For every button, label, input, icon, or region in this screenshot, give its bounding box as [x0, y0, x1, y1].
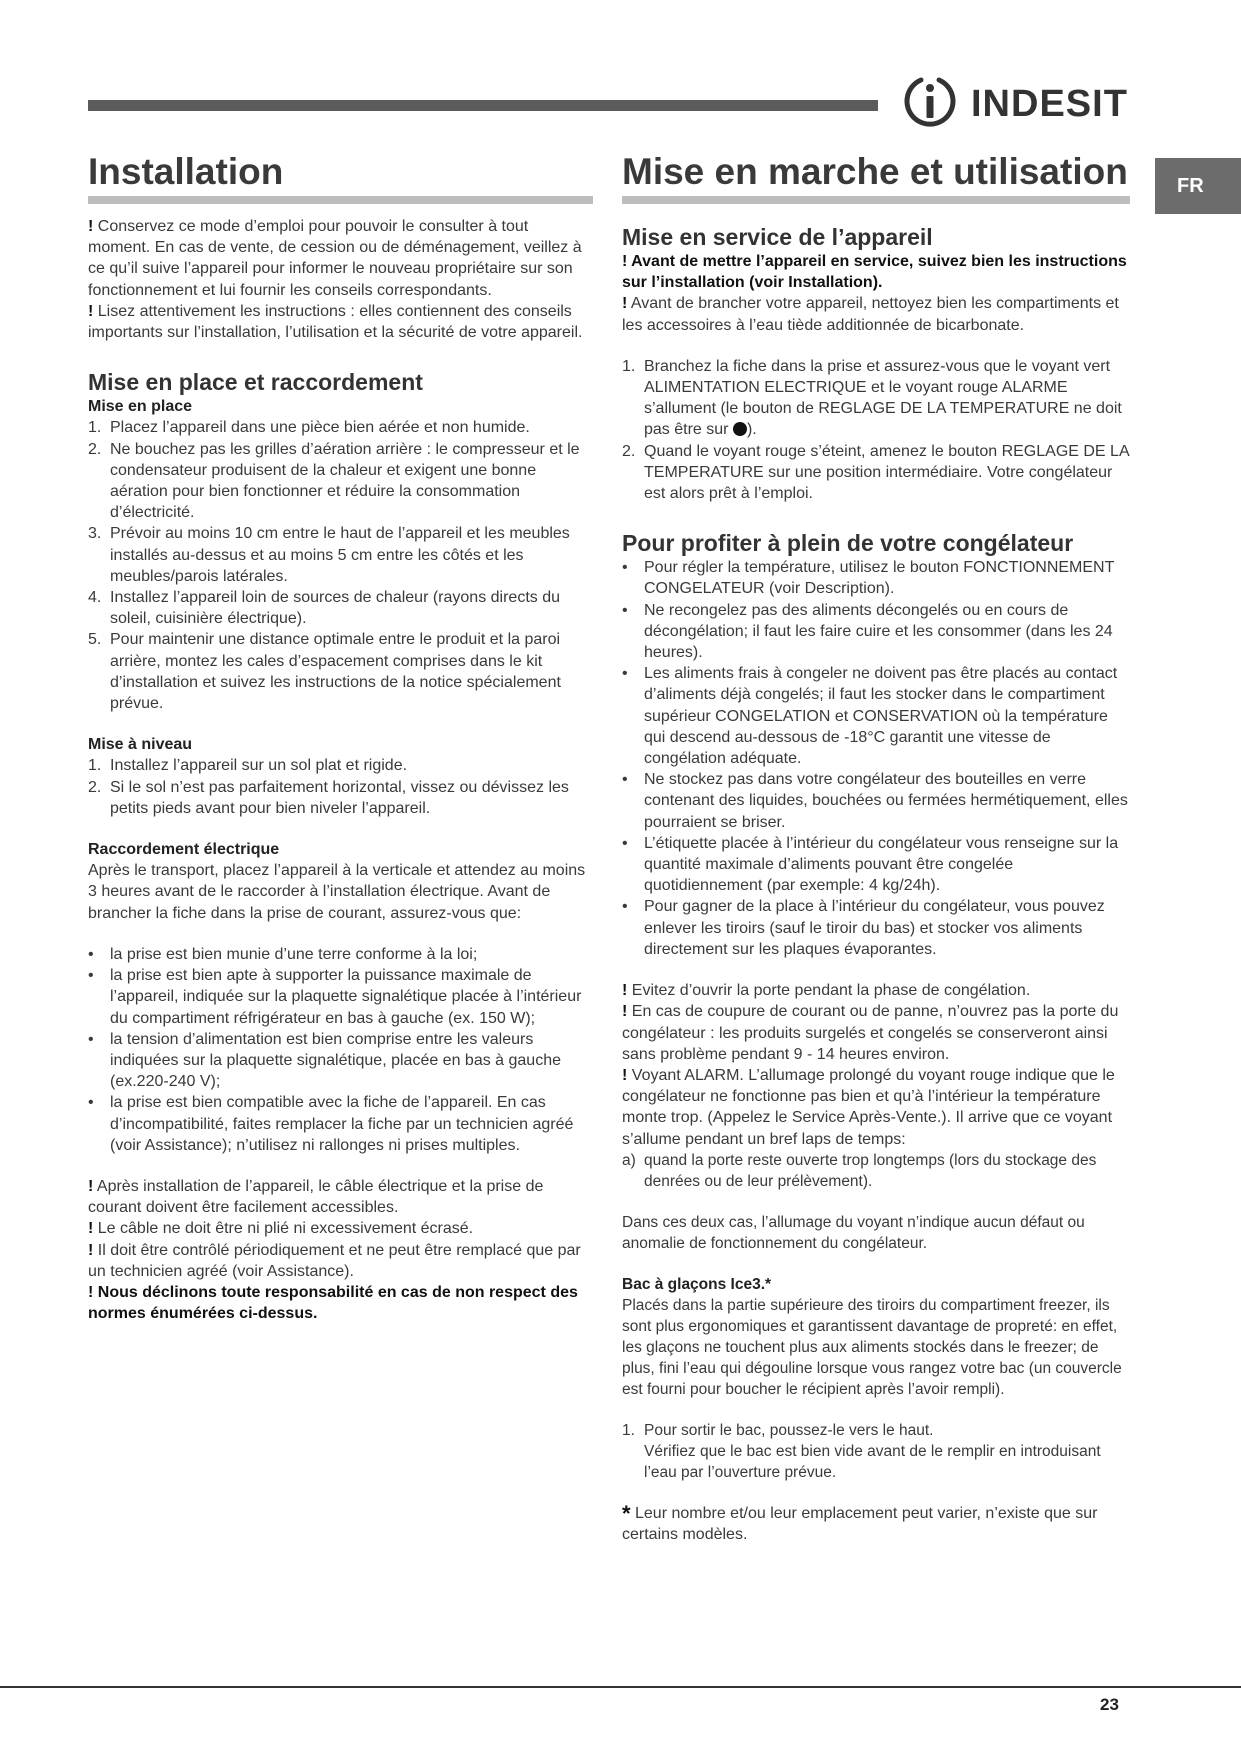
- installation-title: Installation: [88, 150, 593, 204]
- placement-title: Mise en place et raccordement: [88, 369, 423, 396]
- safety-notes: [88, 1176, 593, 1324]
- installation-column: [88, 150, 593, 1324]
- footnote: * Leur nombre et/ou leur emplacement peut varier, n’existe que sur certains modèles.: [622, 1500, 1098, 1544]
- list-item: • Les aliments frais à congeler ne doivent pas être placés au contact d’aliments déjà congelés; il faut les stocker dans le compartiment supérieur CONGELATION et CONSERVATION où la température qui descend au-dessous de -18°C garantit une vitesse de congélation adéquate.: [622, 665, 1118, 768]
- service-text: ! Avant de brancher votre appareil, nettoyez bien les compartiments et les accessoires à l’eau tiède additionnée de bicarbonate.: [622, 295, 1119, 334]
- alarm-item: a) quand la porte reste ouverte trop longtemps (lors du stockage des denrées ou de leur prélèvement).: [622, 1151, 1097, 1190]
- note-paragraph: ! Le câble ne doit être ni plié ni excessivement écrasé.: [88, 1220, 474, 1238]
- intro-paragraph: ! Conservez ce mode d’emploi pour pouvoir le consulter à tout moment. En cas de vente, de cession ou de déménagement, veillez à ce qu’il suive l’appareil pour informer le nouveau propriétaire sur son fonctionnement et lui fournir les conseils correspondants.: [88, 218, 582, 299]
- leveling-title: Mise à niveau: [88, 736, 193, 754]
- list-item: • la prise est bien apte à supporter la puissance maximale de l’appareil, indiquée sur la plaquette signalétique placée à l’intérieur du compartiment réfrigérateur en bas à gauche (ex. 150 W);: [88, 967, 582, 1027]
- list-item: 5. Pour maintenir une distance optimale entre le produit et la paroi arrière, montez les cales d’espacement comprises dans le kit d’installation et suivez les instructions de la notice spécialement prévue.: [88, 631, 561, 713]
- electrical-list: [88, 944, 593, 1156]
- ice-text: Placés dans la partie supérieure des tiroirs du compartiment freezer, ils sont plus ergonomiques et garantissent davantage de propreté: en effet, les glaçons ne touchent plus aux aliments stockés dans le freezer; de plus, fini l’eau qui dégouline lorsque vous rangez votre bac (un couvercle est fourni pour boucher le récipient après l’avoir rempli).: [622, 1296, 1122, 1398]
- note-paragraph: ! Après installation de l’appareil, le câble électrique et la prise de courant doivent être facilement accessibles.: [88, 1177, 544, 1217]
- usage-column: [622, 150, 1130, 1545]
- list-item: • Pour gagner de la place à l’intérieur du congélateur, vous pouvez enlever les tiroirs (sauf le tiroir du bas) et stocker vos aliments directement sur les plaques évaporantes.: [622, 898, 1105, 958]
- list-item: • la prise est bien munie d’une terre conforme à la loi;: [88, 945, 478, 963]
- disclaimer: ! Nous déclinons toute responsabilité en cas de non respect des normes énumérées ci-dessus.: [88, 1283, 578, 1323]
- placement-list: [88, 417, 593, 714]
- leveling-list: [88, 755, 593, 819]
- list-item: 2. Ne bouchez pas les grilles d’aération arrière : le compresseur et le condensateur produisent de la chaleur et exigent une bonne aération pour bien fonctionner et réduire la consommation d’électricité.: [88, 440, 580, 522]
- list-item: 2. Si le sol n’est pas parfaitement horizontal, vissez ou dévissez les petits pieds avant pour bien niveler l’appareil.: [88, 778, 569, 817]
- warning-paragraph: ! Voyant ALARM. L’allumage prolongé du voyant rouge indique que le congélateur ne fonctionne pas bien et qu’à l’intérieur la température monte trop. (Appelez le Service Après-Vente.). Il arrive que ce voyant s’allume pendant un bref laps de temps:: [622, 1066, 1115, 1148]
- placement-subtitle: Mise en place: [88, 398, 193, 416]
- usage-title: Mise en marche et utilisation: [622, 150, 1130, 204]
- header-rule: [88, 100, 878, 111]
- alarm-note: Dans ces deux cas, l’allumage du voyant n’indique aucun défaut ou anomalie de fonctionnement du congélateur.: [622, 1213, 1085, 1252]
- logo-circle-i-icon: [895, 72, 965, 132]
- profit-list: [622, 557, 1130, 960]
- list-item: 1. Placez l’appareil dans une pièce bien aérée et non humide.: [88, 419, 530, 437]
- intro-paragraph: ! Lisez attentivement les instructions : elles contiennent des conseils importants sur l’installation, l’utilisation et la sécurité de votre appareil.: [88, 302, 583, 342]
- list-item: 1. Installez l’appareil sur un sol plat et rigide.: [88, 757, 408, 775]
- warning-paragraph: ! En cas de coupure de courant ou de panne, n’ouvrez pas la porte du congélateur : les produits surgelés et congelés se conserveront ainsi sans problème pendant 9 - 14 heures environ.: [622, 1003, 1119, 1063]
- list-item: • la prise est bien compatible avec la fiche de l’appareil. En cas d’incompatibilité, faites remplacer la fiche par un technicien agréé (voir Assistance); n’utilisez ni rallonges ni prises multiples.: [88, 1094, 574, 1154]
- warnings: [622, 980, 1130, 1150]
- brand-name: INDESIT: [971, 83, 1128, 125]
- list-item: • L’étiquette placée à l’intérieur du congélateur vous renseigne sur la quantité maximale d’aliments pouvant être congelée quotidiennement (par exemple: 4 kg/24h).: [622, 834, 1119, 895]
- list-item: • Ne stockez pas dans votre congélateur des bouteilles en verre contenant des liquides, bouchées ou fermées hermétiquement, elles pourraient se briser.: [622, 771, 1128, 831]
- warning-paragraph: ! Evitez d’ouvrir la porte pendant la phase de congélation.: [622, 982, 1031, 1000]
- brand-logo: [895, 72, 1135, 132]
- note-paragraph: ! Il doit être contrôlé périodiquement et ne peut être remplacé que par un technicien agréé (voir Assistance).: [88, 1241, 581, 1280]
- page-number: 23: [1100, 1695, 1119, 1714]
- installation-intro: [88, 216, 593, 343]
- list-item: 3. Prévoir au moins 10 cm entre le haut de l’appareil et les meubles installés au-dessus et au moins 5 cm entre les côtés et les meubles/parois latérales.: [88, 525, 570, 585]
- service-list: [622, 356, 1130, 504]
- service-title: Mise en service de l’appareil: [622, 224, 933, 250]
- list-item: • Ne recongelez pas des aliments décongelés ou en cours de décongélation; il faut les faire cuire et les consommer (dans les 24 heures).: [622, 601, 1113, 662]
- electrical-text: Après le transport, placez l’appareil à la verticale et attendez au moins 3 heures avant de le raccorder à l’installation électrique. Avant de brancher la fiche dans la prise de courant, assurez-vous que:: [88, 862, 586, 922]
- footer-rule: [0, 1686, 1241, 1688]
- ice-item: 1. Pour sortir le bac, poussez-le vers le haut. Vérifiez que le bac est bien vide avant de le remplir en introduisant l’eau par l’ouverture prévue.: [622, 1421, 1101, 1481]
- filled-circle-icon: [733, 422, 747, 436]
- list-item: 4. Installez l’appareil loin de sources de chaleur (rayons directs du soleil, cuisinière électrique).: [88, 589, 561, 628]
- list-item: 1. Branchez la fiche dans la prise et assurez-vous que le voyant vert ALIMENTATION ELECTRIQUE et le voyant rouge ALARME s’allument (le bouton de REGLAGE DE LA TEMPERATURE ne doit pas être sur ).: [622, 357, 1122, 439]
- electrical-title: Raccordement électrique: [88, 841, 280, 859]
- list-item: • Pour régler la température, utilisez le bouton FONCTIONNEMENT CONGELATEUR (voir Description).: [622, 559, 1115, 598]
- list-item: • la tension d’alimentation est bien comprise entre les valeurs indiquées sur la plaquette signalétique, placée en bas à gauche (ex.220-240 V);: [88, 1030, 561, 1091]
- service-warning: ! Avant de mettre l’appareil en service, suivez bien les instructions sur l’installation (voir Installation).: [622, 253, 1127, 292]
- ice-title: Bac à glaçons Ice3.*: [622, 1275, 772, 1293]
- profit-title: Pour profiter à plein de votre congélateur: [622, 530, 1074, 557]
- language-tab: FR: [1155, 158, 1241, 214]
- list-item: 2. Quand le voyant rouge s’éteint, amenez le bouton REGLAGE DE LA TEMPERATURE sur une position intermédiaire. Votre congélateur est alors prêt à l’emploi.: [622, 442, 1129, 503]
